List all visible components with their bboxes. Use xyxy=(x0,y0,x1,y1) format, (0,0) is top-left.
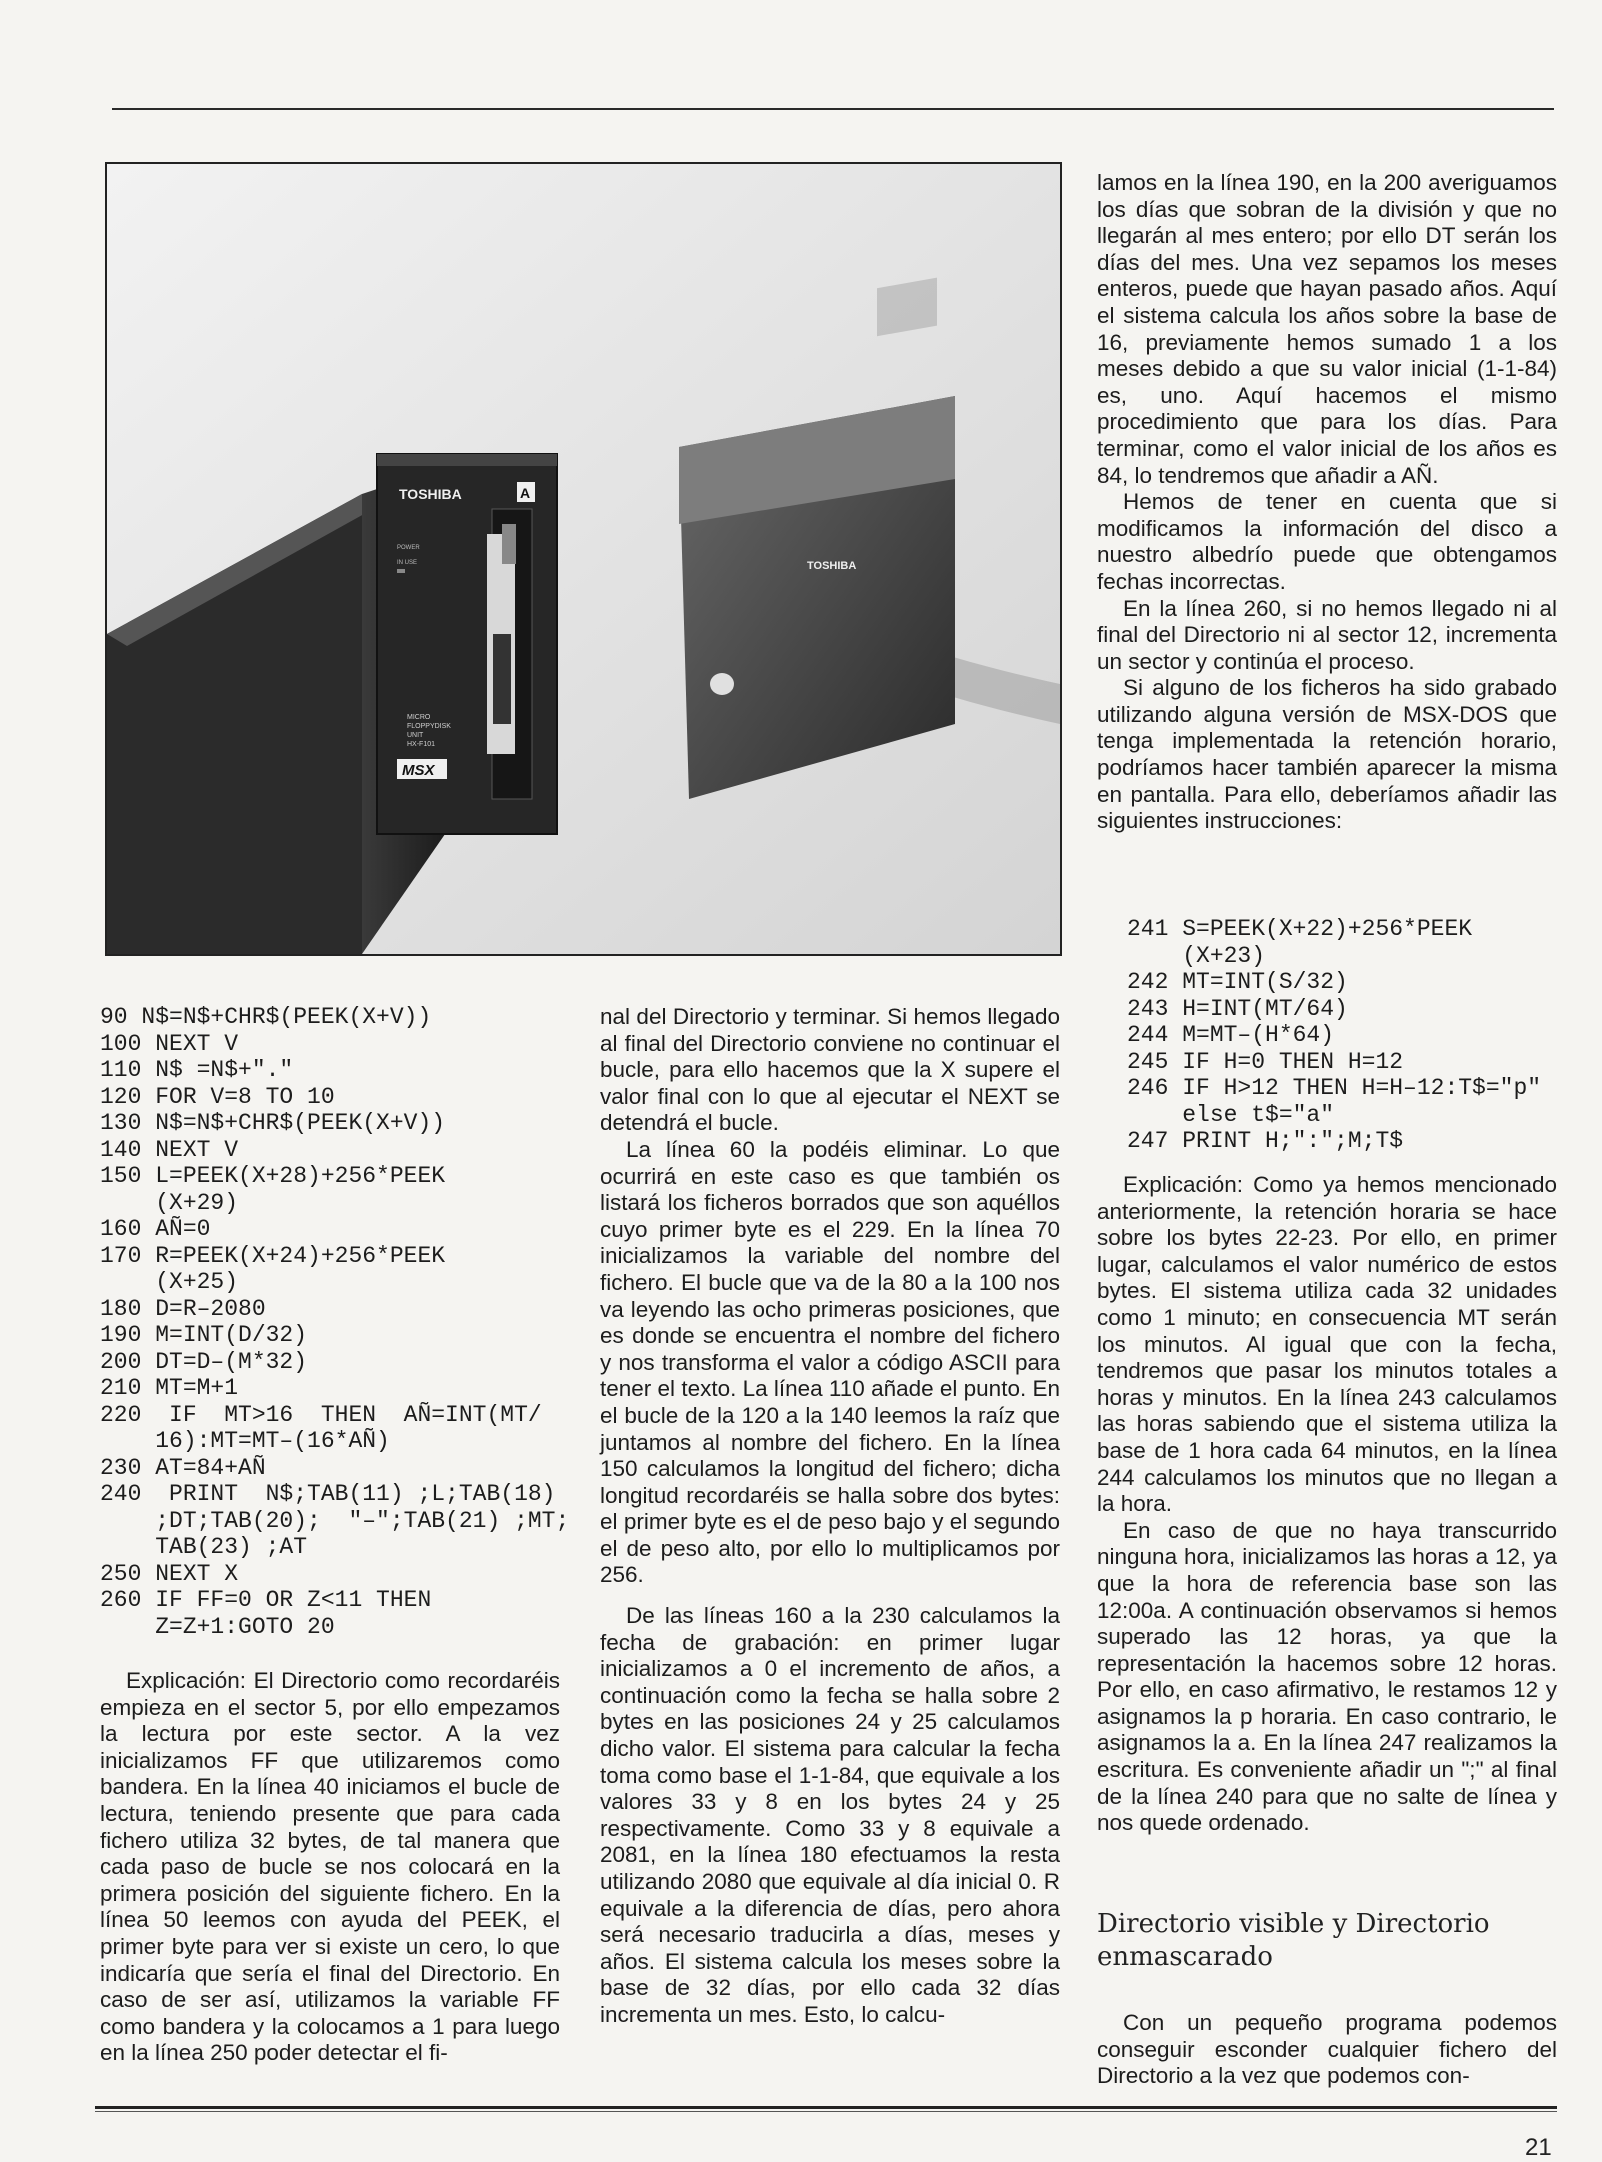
bottom-rule xyxy=(95,2106,1557,2109)
code-line: TAB(23) ;AT xyxy=(100,1534,308,1560)
code-line: 140 NEXT V xyxy=(100,1136,239,1163)
code-line: 120 FOR V=8 TO 10 xyxy=(100,1083,335,1110)
disk-brand-label: TOSHIBA xyxy=(807,560,857,572)
code-listing-time xyxy=(1127,916,1557,1155)
code-line: 90 N$=N$+CHR$(PEEK(X+V)) xyxy=(100,1004,432,1030)
code-line: 100 NEXT V xyxy=(100,1030,239,1057)
code-listing-main xyxy=(100,1004,570,1640)
code-line: 260 IF FF=0 OR Z<11 THEN xyxy=(100,1587,432,1613)
product-photo xyxy=(105,162,1062,956)
paragraph: nal del Directorio y terminar. Si hemos llegado al final del Directorio conviene no continuar el bucle, para ello hacemos que la X supere el valor final con lo que al ejecutar el NEXT se detendrá el bucle. xyxy=(600,1004,1060,1136)
code-line: 244 M=MT–(H*64) xyxy=(1127,1022,1335,1048)
drive-letter-label: A xyxy=(520,485,531,501)
drive-brand-label: TOSHIBA xyxy=(399,486,462,502)
code-line: 245 IF H=0 THEN H=12 xyxy=(1127,1048,1404,1075)
bottom-rule-thin xyxy=(95,2111,1557,2112)
column-3-explanation xyxy=(1097,1172,1557,1837)
column-1-text xyxy=(100,1668,560,2067)
page-number: 21 xyxy=(1525,2134,1552,2161)
code-line: 241 S=PEEK(X+22)+256*PEEK xyxy=(1127,916,1473,942)
code-lines xyxy=(100,1004,570,1640)
code-line: 180 D=R–2080 xyxy=(100,1295,266,1322)
unit-label-2: FLOPPYDISK xyxy=(407,723,451,730)
in-use-label: IN USE xyxy=(397,560,418,566)
code-line: 246 IF H>12 THEN H=H–12:T$="p" xyxy=(1127,1075,1542,1101)
code-line: 170 R=PEEK(X+24)+256*PEEK xyxy=(100,1242,446,1269)
code-line: 242 MT=INT(S/32) xyxy=(1127,969,1348,995)
column-2-text xyxy=(600,1004,1060,2029)
paragraph: Si alguno de los ficheros ha sido grabado utilizando alguna versión de MSX-DOS que tenga implementada la retención horario, podríamos hacer también aparecer la misma en pantalla. Para ello, deberíamos añadir las siguientes instrucciones: xyxy=(1097,675,1557,834)
top-rule xyxy=(112,108,1554,110)
code-lines xyxy=(1127,916,1557,1155)
paragraph: Explicación: El Directorio como recordaréis empieza en el sector 5, por ello empezamos la lectura por este sector. A la vez inicializamos FF que utilizaremos como bandera. En la línea 40 iniciamos el bucle de lectura, teniendo presente que para cada fichero utiliza 32 bytes, de tal manera que cada paso de bucle se nos colocará en la primera posición del siguiente fichero. En la línea 50 leemos con ayuda del PEEK, el primer byte para ver si existe un cero, lo que indicaría que sería el final del Directorio. En caso de ser así, utilizamos la variable FF como bandera y la colocamos a 1 para luego en la línea 250 poder detectar el fi- xyxy=(100,1668,560,2066)
paragraph: La línea 60 la podéis eliminar. Lo que ocurrirá en este caso es que también os listará los ficheros borrados que son aquéllos cuyo primer byte es el 229. En la línea 70 inicializamos la variable del nombre del fichero. El bucle que va de la 80 a la 100 nos va leyendo las ocho primeras posiciones, que es donde se encuentra el nombre del fichero y nos transforma el valor a código ASCII para tener el texto. La línea 110 añade el punto. En el bucle de la 120 a la 140 leemos la raíz que juntamos al nombre del fichero. En la línea 150 calculamos la longitud del fichero; dicha longitud recordaréis se halla sobre dos bytes: el primer byte es el de peso bajo y el segundo el de peso alto, por ello lo multiplicamos por 256. xyxy=(600,1136,1060,1588)
paragraph: Explicación: Como ya hemos mencionado anteriormente, la retención horaria se hace sobre los bytes 22-23. Por ello, en primer lugar, calculamos el valor numérico de estos bytes. El sistema utiliza cada 32 unidades como 1 minuto; en consecuencia MT serán los minutos. Al igual que con la fecha, tendremos que pasar los minutos totales a horas y minutos. En la línea 243 calculamos las horas sabiendo que el sistema utiliza la base de 1 hora cada 64 minutos, en la línea 244 calculamos los minutos que no llegan a la hora. xyxy=(1097,1172,1557,1517)
floppy-drive-illustration xyxy=(107,164,1060,954)
code-line: (X+25) xyxy=(100,1269,239,1295)
disk-shutter-hole xyxy=(710,673,734,695)
code-line: 230 AT=84+AÑ xyxy=(100,1454,266,1481)
paragraph: De las líneas 160 a la 230 calculamos la fecha de grabación: en primer lugar inicializamos a 0 el incremento de años, a continuación como la fecha se halla sobre 2 bytes en las posiciones 24 y 25 calculamos dicho valor. El sistema para calcular la fecha toma como base el 1-1-84, que equivale a los valores 33 y 8 en los bytes 24 y 25 respectivamente. Como 33 y 8 equivale a 2081, en la línea 180 efectuamos la resta utilizando 2080 que equivale al día inicial 0. R equivale a la diferencia de días, pero ahora será necesario traducirla a días, meses y años. El sistema calcula los meses sobre la base de 32 días, por ello cada 32 días incrementa un mes. Esto, lo calcu- xyxy=(600,1603,1060,2027)
paragraph: En la línea 260, si no hemos llegado ni al final del Directorio ni al sector 12, incrementa un sector y continúa el proceso. xyxy=(1097,595,1557,674)
code-line: 150 L=PEEK(X+28)+256*PEEK xyxy=(100,1163,446,1189)
msx-logo: MSX xyxy=(402,762,435,779)
code-line: else t$="a" xyxy=(1127,1101,1335,1128)
power-label: POWER xyxy=(397,545,420,551)
paragraph: lamos en la línea 190, en la 200 averiguamos los días que sobran de la división y que no llegarán al mes entero; por ello DT serán los días del mes. Una vez sepamos los meses enteros, puede que hayan pasado años. Aquí el sistema calcula los años sobre la base de 16, previamente hemos sumado 1 a los meses debido a que su valor inicial (1-1-84) es, uno. Aquí hacemos el mismo procedimiento que para los días. Para terminar, como el valor inicial de los años es 84, lo tendremos que añadir a AÑ. xyxy=(1097,170,1557,488)
code-line: 130 N$=N$+CHR$(PEEK(X+V)) xyxy=(100,1110,446,1136)
code-line: 220 IF MT>16 THEN AÑ=INT(MT/ xyxy=(100,1401,542,1428)
code-line: 210 MT=M+1 xyxy=(100,1375,239,1401)
code-line: 250 NEXT X xyxy=(100,1560,239,1587)
unit-label-1: MICRO xyxy=(407,714,431,721)
code-line: 160 AÑ=0 xyxy=(100,1216,211,1242)
code-line: (X+29) xyxy=(100,1189,239,1216)
paragraph: Hemos de tener en cuenta que si modificamos la información del disco a nuestro albedrío puede que obtengamos fechas incorrectas. xyxy=(1097,489,1557,594)
unit-label-3: UNIT xyxy=(407,732,424,739)
column-3-text xyxy=(1097,170,1557,835)
paragraph: En caso de que no haya transcurrido ninguna hora, inicializamos las horas a 12, ya que la hora de referencia base son las 12:00a. A continuación observamos si hemos superado las 12 horas, ya que la representación la hacemos sobre 12 horas. Por ello, en caso afirmativo, le restamos 12 y asignamos la p horaria. En caso contrario, le asignamos la a. En la línea 247 realizamos la escritura. Es conveniente añadir un ";" al final de la línea 240 para que no salte de línea y nos quede ordenado. xyxy=(1097,1517,1557,1836)
code-line: 110 N$ =N$+"." xyxy=(100,1057,294,1083)
code-line: 190 M=INT(D/32) xyxy=(100,1322,308,1348)
code-line: 16):MT=MT–(16*AÑ) xyxy=(100,1428,390,1454)
code-line: ;DT;TAB(20); "–";TAB(21) ;MT; xyxy=(100,1507,570,1534)
paragraph: Con un pequeño programa podemos conseguir esconder cualquier fichero del Directorio a la vez que podemos con- xyxy=(1097,2010,1557,2089)
code-line: 200 DT=D–(M*32) xyxy=(100,1348,308,1375)
code-line: 247 PRINT H;":";M;T$ xyxy=(1127,1128,1404,1154)
code-line: Z=Z+1:GOTO 20 xyxy=(100,1613,335,1640)
code-line: (X+23) xyxy=(1127,942,1266,969)
column-3-closing xyxy=(1097,2010,1557,2090)
section-heading: Directorio visible y Directorio enmascarado xyxy=(1097,1909,1490,1972)
code-line: 240 PRINT N$;TAB(11) ;L;TAB(18) xyxy=(100,1481,556,1507)
unit-label-4: HX-F101 xyxy=(407,741,436,748)
code-line: 243 H=INT(MT/64) xyxy=(1127,995,1348,1022)
